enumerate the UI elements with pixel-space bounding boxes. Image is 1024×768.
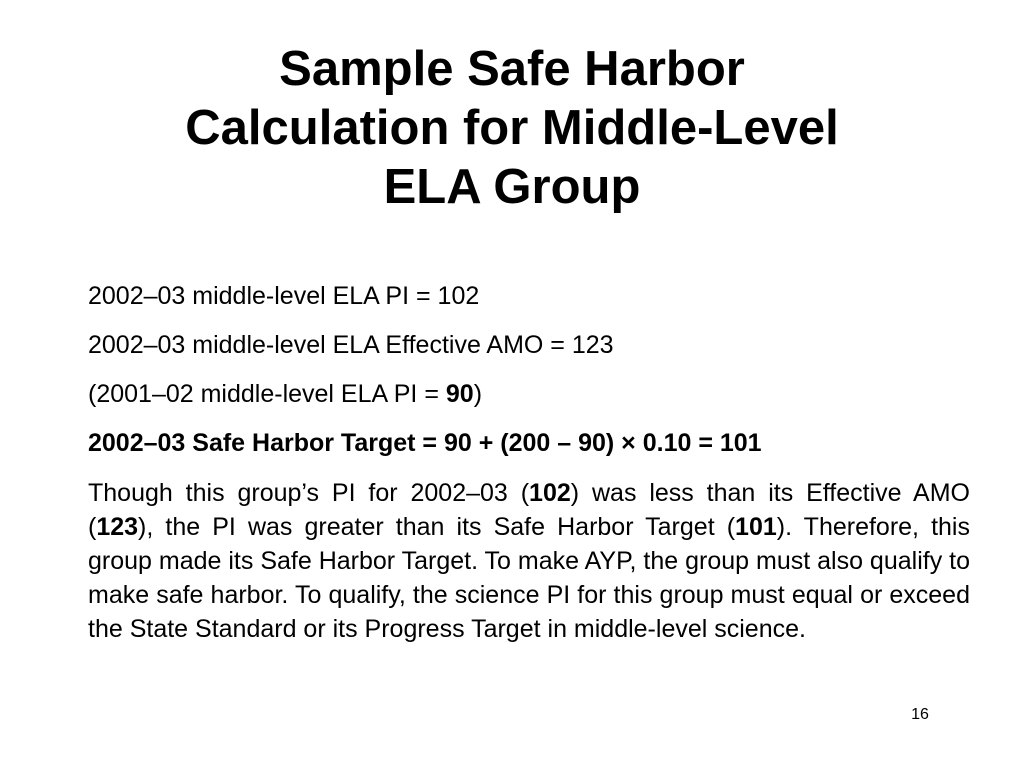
prior-pi-line [88,378,970,411]
title-line-2: Calculation for Middle-Level [185,101,839,155]
para-target-value: 101 [735,513,777,541]
explanation-paragraph [88,476,970,646]
title-line-3: ELA Group [383,160,641,214]
para-text-2: ) was less than its Effective AMO ( [88,479,971,541]
safe-harbor-target-line: 2002–03 Safe Harbor Target = 90 + (200 – 90) × 0.10 = 101 [88,429,762,457]
title-line-1: Sample Safe Harbor [279,42,745,96]
page-number: 16 [911,706,929,723]
para-text-4: ). Therefore, this group made its Safe Harbor Target. To make AYP, the group must also qualify to make safe harbor. To qualify, the science PI for this group must equal or exceed the State Standard or its Progress Target in middle-level science. [88,513,970,643]
slide-title [60,40,964,217]
para-amo-value: 123 [96,513,139,541]
prior-pi-close: ) [473,380,483,408]
amo-line: 2002–03 middle-level ELA Effective AMO = 123 [88,331,614,359]
para-text-1: Though this group’s PI for 2002–03 ( [88,479,530,507]
pi-line: 2002–03 middle-level ELA PI = 102 [88,282,480,310]
para-pi-value: 102 [529,479,571,507]
para-text-3: ), the PI was greater than its Safe Harbor Target ( [138,513,736,541]
slide-body [88,280,970,646]
prior-pi-text: (2001–02 middle-level ELA PI = [88,380,446,408]
prior-pi-value: 90 [445,380,474,408]
